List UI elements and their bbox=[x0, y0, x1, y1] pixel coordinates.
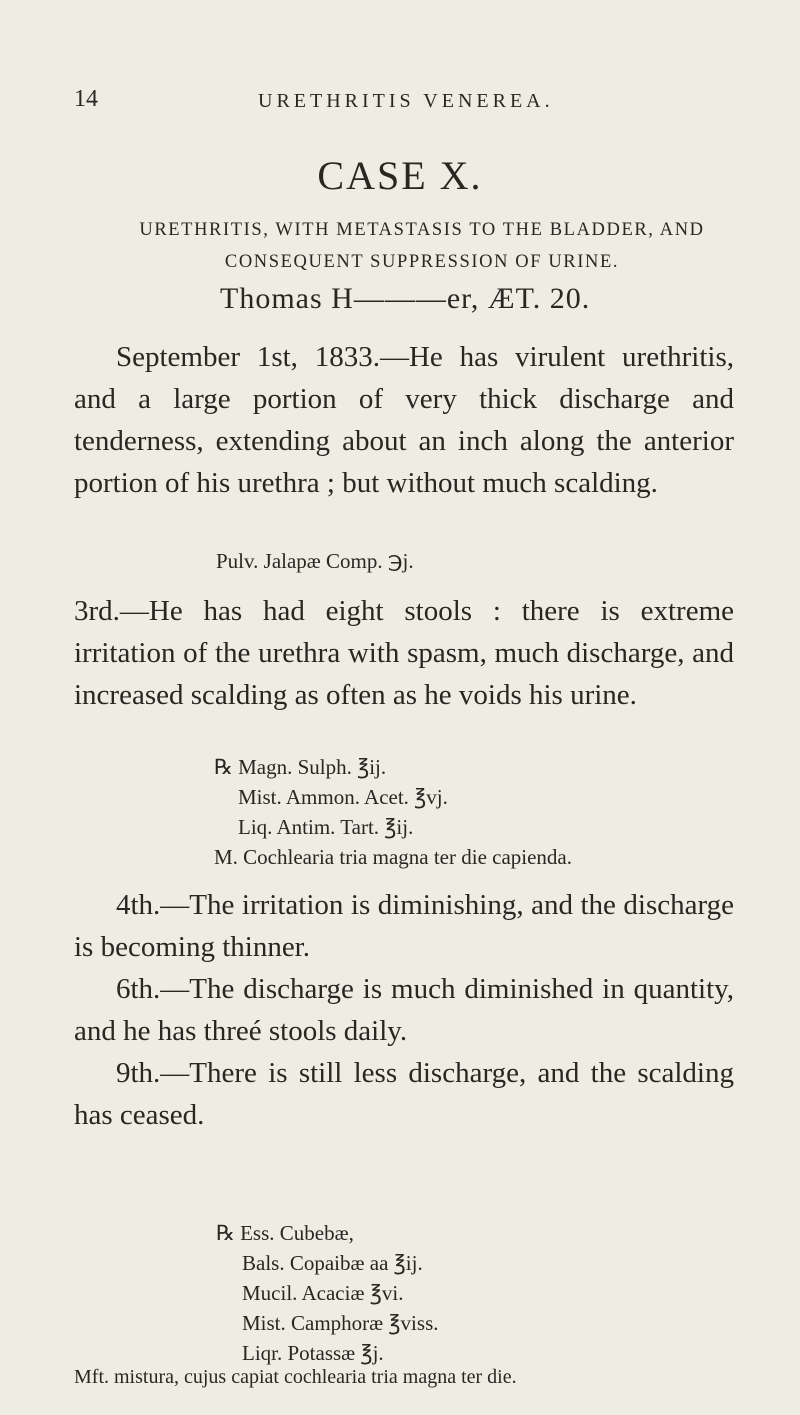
case-title: CASE X. bbox=[317, 153, 483, 198]
prescription-1-line: Pulv. Jalapæ Comp. ℈j. bbox=[216, 549, 414, 573]
entry-september-1-text: September 1st, 1833.—He has virulent urethritis, and a large portion of very thick discharge and tenderness, extending about an inch along the anterior portion of his urethra ; but without much scalding. bbox=[74, 341, 734, 499]
prescription-3 bbox=[216, 1218, 439, 1368]
entry-september-4: 4th.—The irritation is diminishing, and the discharge is becoming thinner. bbox=[74, 889, 734, 963]
prescription-2-line-2: Mist. Ammon. Acet. ℥vj. bbox=[238, 785, 448, 809]
entry-september-9: 9th.—There is still less discharge, and the scalding has ceased. bbox=[74, 1057, 734, 1131]
prescription-3-directions: Mft. mistura, cujus capiat cochlearia tria magna ter die. bbox=[74, 1366, 517, 1388]
entry-september-6: 6th.—The discharge is much diminished in quantity, and he has threé stools daily. bbox=[74, 973, 734, 1047]
prescription-1 bbox=[216, 546, 414, 576]
prescription-3-line-2: Bals. Copaibæ aa ℥ij. bbox=[242, 1251, 423, 1275]
entry-september-3 bbox=[74, 590, 734, 716]
running-head: URETHRITIS VENEREA. bbox=[258, 90, 554, 112]
prescription-2 bbox=[214, 752, 572, 872]
case-subtitle-line1: URETHRITIS, WITH METASTASIS TO THE BLADDER, AND bbox=[139, 220, 705, 240]
prescription-3-line-5: Liqr. Potassæ ℥j. bbox=[242, 1341, 384, 1365]
prescription-3-line-4: Mist. Camphoræ ℥viss. bbox=[242, 1311, 439, 1335]
prescription-3-line-3: Mucil. Acaciæ ℥vi. bbox=[242, 1281, 404, 1305]
prescription-2-line-3: Liq. Antim. Tart. ℥ij. bbox=[238, 815, 414, 839]
case-subtitle-line2: CONSEQUENT SUPPRESSION OF URINE. bbox=[224, 252, 620, 272]
patient-name: Thomas H———er, ÆT. 20. bbox=[220, 282, 591, 315]
prescription-2-directions: M. Cochlearia tria magna ter die capienda. bbox=[214, 845, 573, 869]
entries-september-4-to-9 bbox=[74, 884, 734, 1136]
entry-september-3-text: 3rd.—He has had eight stools : there is extreme irritation of the urethra with spasm, much discharge, and increased scalding as often as he voids his urine. bbox=[74, 595, 734, 711]
prescription-3-line-1: ℞ Ess. Cubebæ, bbox=[216, 1221, 354, 1245]
prescription-2-line-1: ℞ Magn. Sulph. ℥ij. bbox=[214, 755, 387, 779]
page-number: 14 bbox=[74, 86, 98, 112]
entry-september-1 bbox=[74, 336, 734, 504]
